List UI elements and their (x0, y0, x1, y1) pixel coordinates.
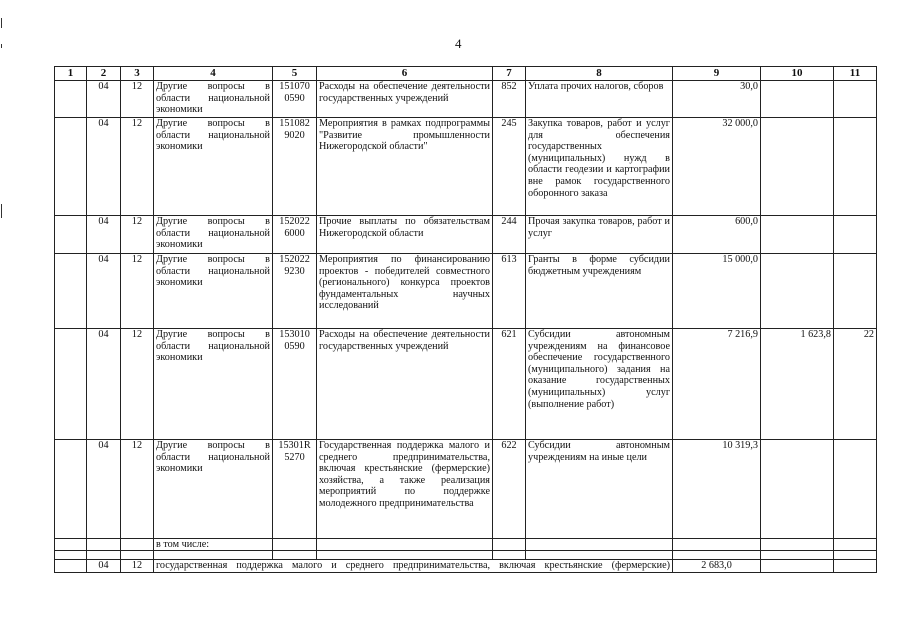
section-code: 04 (87, 254, 121, 329)
spacer-row (55, 551, 877, 560)
expense-type-code: 244 (493, 216, 526, 254)
table-row (55, 254, 877, 329)
subtotal-label: в том числе: (154, 539, 273, 551)
amount-col11 (834, 118, 877, 216)
expense-type-name: Гранты в форме субсидии бюджетным учреждениям (526, 254, 673, 329)
amount-col10 (761, 254, 834, 329)
expense-type-code: 613 (493, 254, 526, 329)
column-header: 9 (673, 67, 761, 81)
amount-col11 (834, 216, 877, 254)
amount-col10 (761, 81, 834, 118)
expense-type-name: Закупка товаров, работ и услуг для обеспечения государственных (муниципальных) нужд в области геодезии и картографии вне рамок государственного оборонного заказа (526, 118, 673, 216)
column-header: 5 (273, 67, 317, 81)
expense-type-code: 852 (493, 81, 526, 118)
target-article-name: Мероприятия в рамках подпрограммы "Развитие промышленности Нижегородской области" (317, 118, 493, 216)
column-header: 6 (317, 67, 493, 81)
table-row-partial (55, 560, 877, 573)
binding-mark (1, 18, 2, 28)
amount-col11: 22 (834, 329, 877, 440)
amount: 7 216,9 (673, 329, 761, 440)
section-name: Другие вопросы в области национальной экономики (154, 440, 273, 539)
column-header: 7 (493, 67, 526, 81)
amount: 32 000,0 (673, 118, 761, 216)
amount: 30,0 (673, 81, 761, 118)
subsection-code: 12 (121, 81, 154, 118)
expense-type-code: 622 (493, 440, 526, 539)
subsection-code: 12 (121, 216, 154, 254)
section-code: 04 (87, 560, 121, 573)
amount-col11 (834, 81, 877, 118)
target-article-name: Расходы на обеспечение деятельности государственных учреждений (317, 81, 493, 118)
expense-type-name: Субсидии автономным учреждениям на финансовое обеспечение государственного (муниципального) задания на оказание государственных (муниципальных) услуг (выполнение работ) (526, 329, 673, 440)
table-row (55, 216, 877, 254)
section-code: 04 (87, 329, 121, 440)
column-header: 1 (55, 67, 87, 81)
amount: 2 683,0 (673, 560, 761, 573)
amount-col10 (761, 118, 834, 216)
amount: 15 000,0 (673, 254, 761, 329)
target-article-code: 152022 6000 (273, 216, 317, 254)
binding-mark (1, 44, 2, 48)
column-header: 8 (526, 67, 673, 81)
table-row (55, 440, 877, 539)
subsection-code: 12 (121, 440, 154, 539)
target-article-code: 153010 0590 (273, 329, 317, 440)
section-name: Другие вопросы в области национальной экономики (154, 81, 273, 118)
table-row (55, 81, 877, 118)
expense-type-code: 245 (493, 118, 526, 216)
target-article-code: 151082 9020 (273, 118, 317, 216)
header-row (55, 67, 877, 81)
amount: 10 319,3 (673, 440, 761, 539)
column-header: 2 (87, 67, 121, 81)
target-article-code: 151070 0590 (273, 81, 317, 118)
target-article-code: 15301R 5270 (273, 440, 317, 539)
section-code: 04 (87, 440, 121, 539)
column-header: 10 (761, 67, 834, 81)
column-header: 4 (154, 67, 273, 81)
section-name: Другие вопросы в области национальной экономики (154, 118, 273, 216)
subsection-code: 12 (121, 118, 154, 216)
table-row (55, 118, 877, 216)
target-article-name: Мероприятия по финансированию проектов - победителей совместного (регионального) конкурса проектов фундаментальных научных исследований (317, 254, 493, 329)
expense-type-code: 621 (493, 329, 526, 440)
amount-col10 (761, 216, 834, 254)
target-article-name: Расходы на обеспечение деятельности государственных учреждений (317, 329, 493, 440)
amount-col10: 1 623,8 (761, 329, 834, 440)
amount-col10 (761, 440, 834, 539)
target-article-name: Прочие выплаты по обязательствам Нижегородской области (317, 216, 493, 254)
subtotal-label-row (55, 539, 877, 551)
binding-mark (1, 204, 2, 218)
section-code: 04 (87, 118, 121, 216)
section-code: 04 (87, 81, 121, 118)
column-header: 3 (121, 67, 154, 81)
amount-col11 (834, 254, 877, 329)
target-article-code: 152022 9230 (273, 254, 317, 329)
table-row (55, 329, 877, 440)
section-name: Другие вопросы в области национальной экономики (154, 216, 273, 254)
section-name: Другие вопросы в области национальной экономики (154, 254, 273, 329)
section-code: 04 (87, 216, 121, 254)
expense-type-name: Субсидии автономным учреждениям на иные цели (526, 440, 673, 539)
budget-table (54, 66, 877, 573)
section-name: Другие вопросы в области национальной экономики (154, 329, 273, 440)
support-description: государственная поддержка малого и среднего предпринимательства, включая крестьянские (фермерские) (154, 560, 673, 573)
subsection-code: 12 (121, 254, 154, 329)
subsection-code: 12 (121, 560, 154, 573)
subsection-code: 12 (121, 329, 154, 440)
target-article-name: Государственная поддержка малого и среднего предпринимательства, включая крестьянские (фермерские) хозяйства, а также реализация мероприятий по поддержке молодежного предпринимательства (317, 440, 493, 539)
column-header: 11 (834, 67, 877, 81)
amount-col11 (834, 440, 877, 539)
expense-type-name: Прочая закупка товаров, работ и услуг (526, 216, 673, 254)
expense-type-name: Уплата прочих налогов, сборов (526, 81, 673, 118)
page-number: 4 (455, 36, 462, 51)
amount: 600,0 (673, 216, 761, 254)
